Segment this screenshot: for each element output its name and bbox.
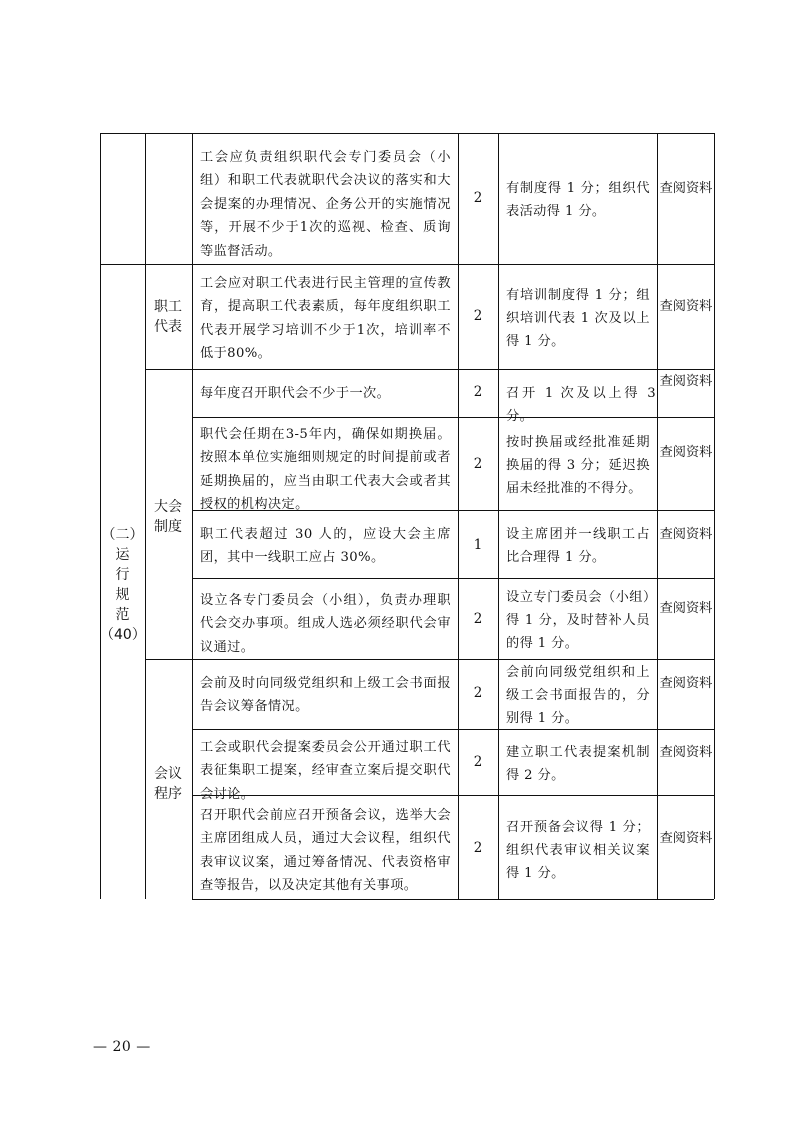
table-row-content: 职代会任期在3-5年内，确保如期换届。按照本单位实施细则规定的时间提前或者延期换届的，应当由职工代表大会或者其授权的机构决定。 <box>200 427 451 513</box>
table-row-method: 查阅资料 <box>659 601 713 616</box>
column-divider <box>145 133 146 899</box>
group-label-line: 制度 <box>154 519 182 535</box>
group-label-representative <box>148 297 188 337</box>
row-divider <box>192 578 714 579</box>
column-divider <box>458 133 459 899</box>
column-divider <box>192 133 193 899</box>
table-row-score: 2 <box>473 840 483 856</box>
section-label-line: 行 <box>115 567 130 583</box>
table-bottom-border <box>192 899 714 900</box>
column-divider <box>100 133 101 899</box>
table-row-method: 查阅资料 <box>659 299 713 314</box>
table-row-standard: 召开 1 次及以上得 3 分。 <box>506 386 656 424</box>
table-row-standard: 有制度得 1 分；组织代表活动得 1 分。 <box>506 181 650 219</box>
table-row-method: 查阅资料 <box>659 831 713 846</box>
group-label-line: 大会 <box>154 499 182 515</box>
table-row-standard: 有培训制度得 1 分；组织培训代表 1 次及以上得 1 分。 <box>506 288 650 349</box>
table-row-score: 2 <box>473 384 483 400</box>
table-row-score: 2 <box>473 456 483 472</box>
table-row-method: 查阅资料 <box>659 181 713 196</box>
table-row-content: 会前及时向同级党组织和上级工会书面报告会议筹备情况。 <box>200 676 451 715</box>
table-row-score: 2 <box>473 754 483 770</box>
table-row-standard: 按时换届或经批准延期换届的得 3 分；延迟换届未经批准的不得分。 <box>506 435 650 496</box>
table-row-score: 2 <box>473 611 483 627</box>
table-row-content: 职工代表超过 30 人的，应设大会主席团，其中一线职工应占 30%。 <box>200 527 451 566</box>
group-label-line: 会议 <box>154 766 182 782</box>
table-row-standard: 召开预备会议得 1 分；组织代表审议相关议案得 1 分。 <box>506 820 650 881</box>
table-row-method: 查阅资料 <box>659 374 713 389</box>
table-row-content: 工会或职代会提案委员会公开通过职工代表征集职工提案，经审查立案后提交职代会讨论。 <box>200 740 451 802</box>
group-label-line: 职工 <box>154 299 182 315</box>
table-row-content: 工会应对职工代表进行民主管理的宣传教育，提高职工代表素质，每年度组织职工代表开展学习培训不少于1次，培训率不低于80%。 <box>200 276 451 362</box>
group-label-congress <box>148 497 188 537</box>
page-number: — 20 — <box>93 1039 151 1055</box>
group-label-procedure <box>148 764 188 804</box>
table-row-method: 查阅资料 <box>659 445 713 460</box>
table-row-score: 2 <box>473 190 483 206</box>
table-row-standard: 设主席团并一线职工占比合理得 1 分。 <box>506 527 650 565</box>
table-row-method: 查阅资料 <box>659 527 713 542</box>
table-row-content: 每年度召开职代会不少于一次。 <box>200 386 391 401</box>
table-row-standard: 建立职工代表提案机制得 2 分。 <box>506 745 650 783</box>
table-row-method: 查阅资料 <box>659 676 713 691</box>
table-row-content: 工会应负责组织职代会专门委员会（小组）和职工代表就职代会决议的落实和大会提案的办理情况、企务公开的实施情况等，开展不少于1次的巡视、检查、质询等监督活动。 <box>200 150 451 259</box>
table-row-content: 召开职代会前应召开预备会议，选举大会主席团组成人员，通过大会议程，组织代表审议议案，通过筹备情况、代表资格审查等报告，以及决定其他有关事项。 <box>200 808 451 894</box>
column-divider <box>657 133 658 899</box>
table-row-method: 查阅资料 <box>659 745 713 760</box>
section-label-line: 运 <box>115 547 130 563</box>
table-row-standard: 设立专门委员会（小组）得 1 分，及时替补人员的得 1 分。 <box>506 590 650 651</box>
section-label <box>100 525 145 645</box>
column-divider <box>498 133 499 899</box>
table-row-content: 设立各专门委员会（小组），负责办理职代会交办事项。组成人选必须经职代会审议通过。 <box>200 593 451 655</box>
table-row-score: 1 <box>473 537 483 553</box>
table-right-border <box>714 133 715 899</box>
group-label-line: 代表 <box>154 319 182 335</box>
section-label-line: 范 <box>115 607 130 623</box>
table-row-score: 2 <box>473 308 483 324</box>
section-label-line: （40） <box>100 627 146 643</box>
group-label-line: 程序 <box>154 786 182 802</box>
row-divider <box>145 369 714 370</box>
section-label-line: （二） <box>101 527 144 543</box>
section-label-line: 规 <box>115 587 130 603</box>
table-row-standard: 会前向同级党组织和上级工会书面报告的，分别得 1 分。 <box>506 665 650 726</box>
table-row-score: 2 <box>473 685 483 701</box>
